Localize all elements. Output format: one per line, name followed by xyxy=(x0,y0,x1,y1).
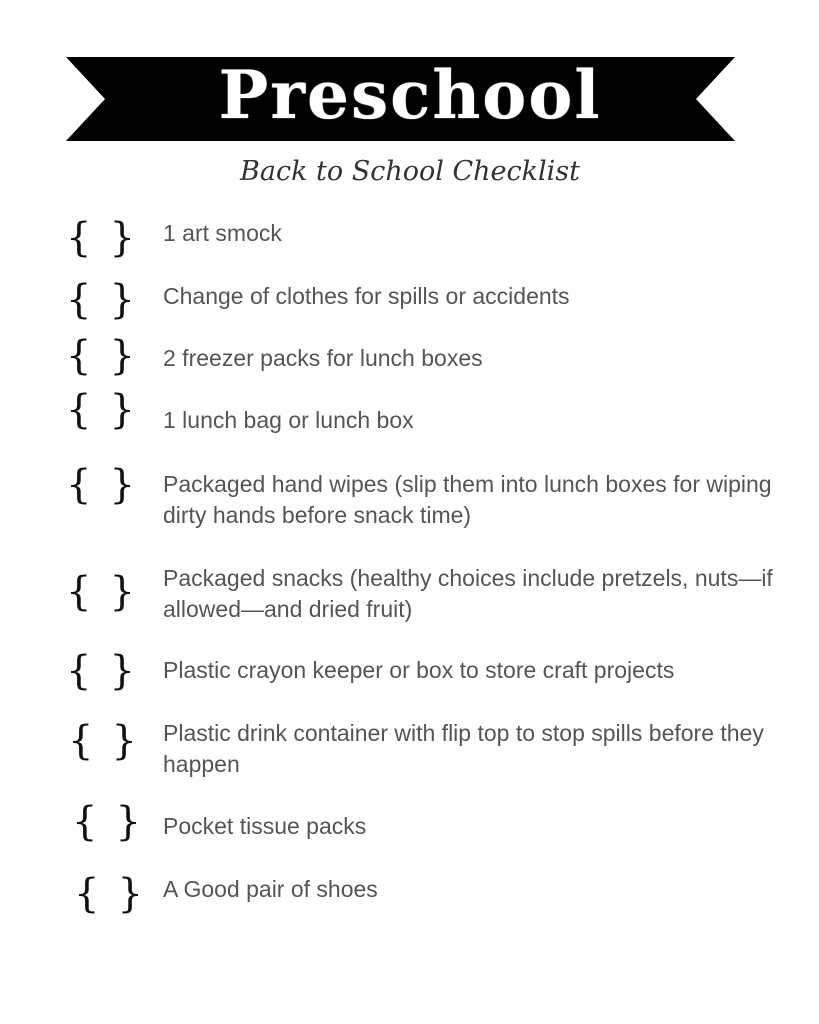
checkbox-brace[interactable]: { } xyxy=(74,871,143,917)
page-title: Preschool xyxy=(218,56,602,134)
checkbox-brace[interactable]: { } xyxy=(68,718,137,764)
checkbox-brace[interactable]: { } xyxy=(66,387,135,433)
checklist-item-label: 2 freezer packs for lunch boxes xyxy=(163,345,483,371)
checklist-item-label: Pocket tissue packs xyxy=(163,813,367,839)
checkbox-brace[interactable]: { } xyxy=(66,333,135,379)
checklist-item-label: Packaged snacks (healthy choices include pretzels, nuts—if allowed—and dried fruit) xyxy=(163,565,773,622)
title-banner xyxy=(0,0,819,150)
checklist-item-label: A Good pair of shoes xyxy=(163,876,378,902)
checkbox-brace[interactable]: { } xyxy=(66,648,135,694)
checkbox-brace[interactable]: { } xyxy=(66,462,135,508)
checkbox-brace[interactable]: { } xyxy=(72,799,141,845)
page-subtitle: Back to School Checklist xyxy=(240,156,580,187)
checklist-item-label: 1 lunch bag or lunch box xyxy=(163,407,414,433)
checkbox-brace[interactable]: { } xyxy=(66,215,135,261)
checklist-item-label: Packaged hand wipes (slip them into lunch boxes for wiping dirty hands before snack time) xyxy=(163,471,772,528)
checkbox-brace[interactable]: { } xyxy=(66,277,135,323)
checklist-item-label: 1 art smock xyxy=(163,220,282,246)
checklist-item-label: Change of clothes for spills or accidents xyxy=(163,283,570,309)
checklist-item-label: Plastic crayon keeper or box to store craft projects xyxy=(163,657,675,683)
checkbox-brace[interactable]: { } xyxy=(66,569,135,615)
checklist-item-label: Plastic drink container with flip top to stop spills before they happen xyxy=(163,720,764,777)
